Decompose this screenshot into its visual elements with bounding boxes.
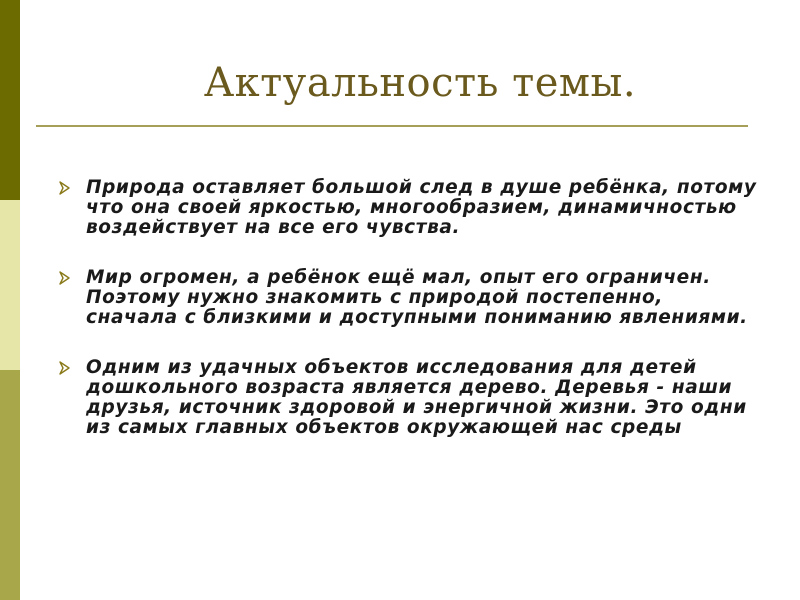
bullet-text-3: Одним из удачных объектов исследования для детей дошкольного возраста является дерево. Деревья - наши друзья, источник здоровой и энергичной жизни. Это одни из самых главных объектов окружающей нас среды bbox=[86, 357, 747, 438]
title-underline bbox=[36, 125, 748, 127]
slide-title: Актуальность темы. bbox=[203, 60, 637, 106]
sidebar-segment-mid bbox=[0, 370, 20, 600]
bullet-item-3 bbox=[58, 358, 758, 438]
bullet-arrow-icon bbox=[58, 181, 72, 195]
bullet-text-2: Мир огромен, а ребёнок ещё мал, опыт его ограничен. Поэтому нужно знакомить с природой постепенно, сначала с близкими и доступными пониманию явлениями. bbox=[86, 267, 748, 328]
bullet-arrow-icon bbox=[58, 361, 72, 375]
bullet-list bbox=[58, 178, 758, 468]
sidebar-decoration bbox=[0, 0, 20, 600]
bullet-text-1: Природа оставляет большой след в душе ребёнка, потому что она своей яркостью, многообразием, динамичностью воздействует на все его чувства. bbox=[86, 177, 757, 238]
bullet-item-2 bbox=[58, 268, 758, 328]
bullet-item-1 bbox=[58, 178, 758, 238]
sidebar-segment-dark bbox=[0, 0, 20, 200]
sidebar-segment-light bbox=[0, 200, 20, 370]
bullet-arrow-icon bbox=[58, 271, 72, 285]
